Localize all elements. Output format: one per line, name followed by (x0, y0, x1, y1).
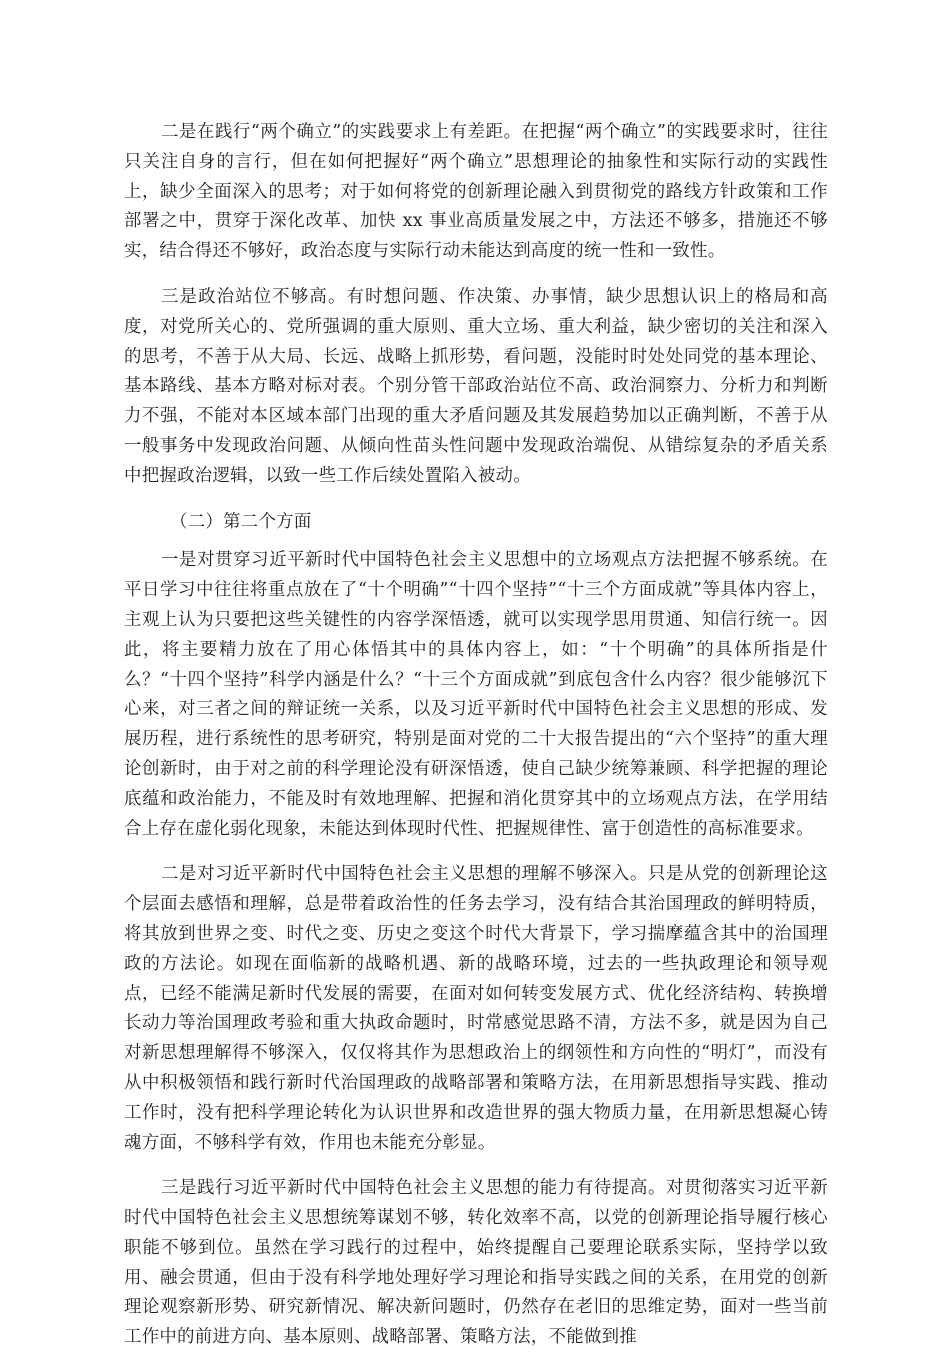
paragraph-understanding-depth: 二是对习近平新时代中国特色社会主义思想的理解不够深入。只是从党的创新理论这个层面去感悟和理解，总是带着政治性的任务去学习，没有结合其治国理政的鲜明特质，将其放到世界之变、时代之变、历史之变这个时代大背景下，学习揣摩蕴含其中的治国理政的方法论。如现在面临新的战略机遇、新的战略环境，过去的一些执政理论和领导观点，已经不能满足新时代发展的需要，在面对如何转变发展方式、优化经济结构、转换增长动力等治国理政考验和重大执政命题时，时常感觉思路不清，方法不多，就是因为自己对新思想理解得不够深入，仅仅将其作为思想政治上的纲领性和方向性的“明灯”，而没有从中积极领悟和践行新时代治国理政的战略部署和策略方法，在用新思想指导实践、推动工作时，没有把科学理论转化为认识世界和改造世界的强大物质力量，在用新思想凝心铸魂方面，不够科学有效，作用也未能充分彰显。 (124, 864, 828, 1153)
paragraph-method-grasp: 一是对贯穿习近平新时代中国特色社会主义思想中的立场观点方法把握不够系统。在平日学习中往往将重点放在了“十个明确”“十四个坚持”“十三个方面成就”等具体内容上，主观上认为只要把这些关键性的内容学深悟透，就可以实现学思用贯通、知信行统一。因此，将主要精力放在了用心体悟其中的具体内容上，如：“十个明确”的具体所指是什么？“十四个坚持”科学内涵是什么？“十三个方面成就”到底包含什么内容？很少能够沉下心来，对三者之间的辩证统一关系，以及习近平新时代中国特色社会主义思想的形成、发展历程，进行系统性的思考研究，特别是面对党的二十大报告提出的“六个坚持”的重大理论创新时，由于对之前的科学理论没有研深悟透，使自己缺少统筹兼顾、科学把握的理论底蕴和政治能力，不能及时有效地理解、把握和消化贯穿其中的立场观点方法，在学用结合上存在虚化弱化现象，未能达到体现时代性、把握规律性、富于创造性的高标准要求。 (124, 550, 828, 839)
paragraph-practice-ability: 三是践行习近平新时代中国特色社会主义思想的能力有待提高。对贯彻落实习近平新时代中国特色社会主义思想统筹谋划不够，转化效率不高，以党的创新理论指导履行核心职能不够到位。虽然在学习践行的过程中，始终提醒自己要理论联系实际，坚持学以致用、融会贯通，但由于没有科学地处理好学习理论和指导实践之间的关系，在用党的创新理论观察新形势、研究新情况、解决新问题时，仍然存在老旧的思维定势，面对一些当前工作中的前进方向、基本原则、战略部署、策略方法，不能做到推 (124, 1178, 828, 1348)
paragraph-practice-gap: 二是在践行“两个确立”的实践要求上有差距。在把握“两个确立”的实践要求时，往往只关注自身的言行，但在如何把握好“两个确立”思想理论的抽象性和实际行动的实践性上，缺少全面深入的思考；对于如何将党的创新理论融入到贯彻党的路线方针政策和工作部署之中，贯穿于深化改革、加快 xx 事业高质量发展之中，方法还不够多，措施还不够实，结合得还不够好，政治态度与实际行动未能达到高度的统一性和一致性。 (124, 122, 828, 262)
document-page (124, 118, 828, 1369)
paragraph-political-stance: 三是政治站位不够高。有时想问题、作决策、办事情，缺少思想认识上的格局和高度，对党所关心的、党所强调的重大原则、重大立场、重大利益，缺少密切的关注和深入的思考，不善于从大局、长远、战略上抓形势，看问题，没能时时处处同党的基本理论、基本路线、基本方略对标对表。个别分管干部政治站位不高、政治洞察力、分析力和判断力不强，不能对本区域本部门出现的重大矛盾问题及其发展趋势加以正确判断，不善于从一般事务中发现政治问题、从倾向性苗头性问题中发现政治端倪、从错综复杂的矛盾关系中把握政治逻辑，以致一些工作后续处置陷入被动。 (124, 286, 828, 486)
section-heading: （二）第二个方面 (170, 511, 312, 532)
